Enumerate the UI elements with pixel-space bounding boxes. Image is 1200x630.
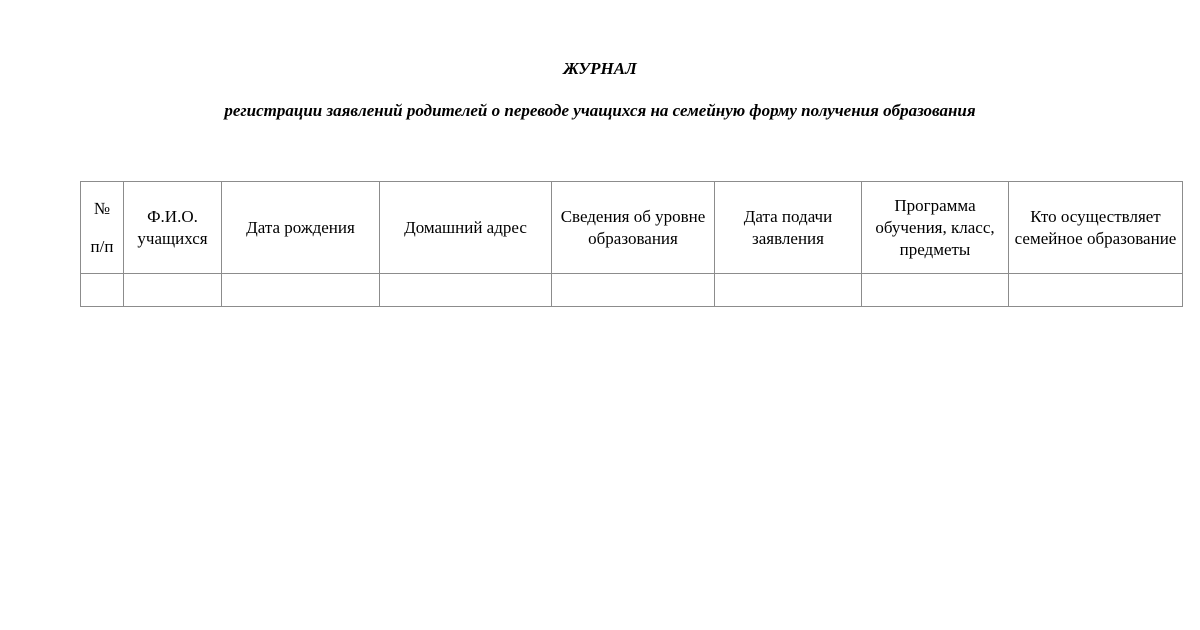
registration-journal-table	[80, 181, 1183, 307]
column-header-education-level: Сведения об уровне образования	[552, 182, 715, 274]
table-cell	[222, 274, 380, 307]
document-subtitle: регистрации заявлений родителей о переводе учащихся на семейную форму получения образования	[224, 101, 976, 120]
column-header-program: Программа обучения, класс, предметы	[862, 182, 1009, 274]
table-cell	[1009, 274, 1183, 307]
column-header-application-date: Дата подачи заявления	[715, 182, 862, 274]
table-cell	[715, 274, 862, 307]
table-cell	[552, 274, 715, 307]
column-header-responsible: Кто осуществляет семейное образование	[1009, 182, 1183, 274]
table-cell	[862, 274, 1009, 307]
table-row	[81, 274, 1183, 307]
table-cell	[81, 274, 124, 307]
number-sign: №	[93, 198, 111, 218]
table-cell	[124, 274, 222, 307]
table-header-row	[81, 182, 1183, 274]
column-header-full-name: Ф.И.О. учащихся	[124, 182, 222, 274]
table-cell	[380, 274, 552, 307]
column-header-number	[81, 182, 124, 274]
document-title: ЖУРНАЛ	[563, 59, 637, 78]
number-abbrev: п/п	[90, 236, 114, 256]
column-header-home-address: Домашний адрес	[380, 182, 552, 274]
column-header-birth-date: Дата рождения	[222, 182, 380, 274]
